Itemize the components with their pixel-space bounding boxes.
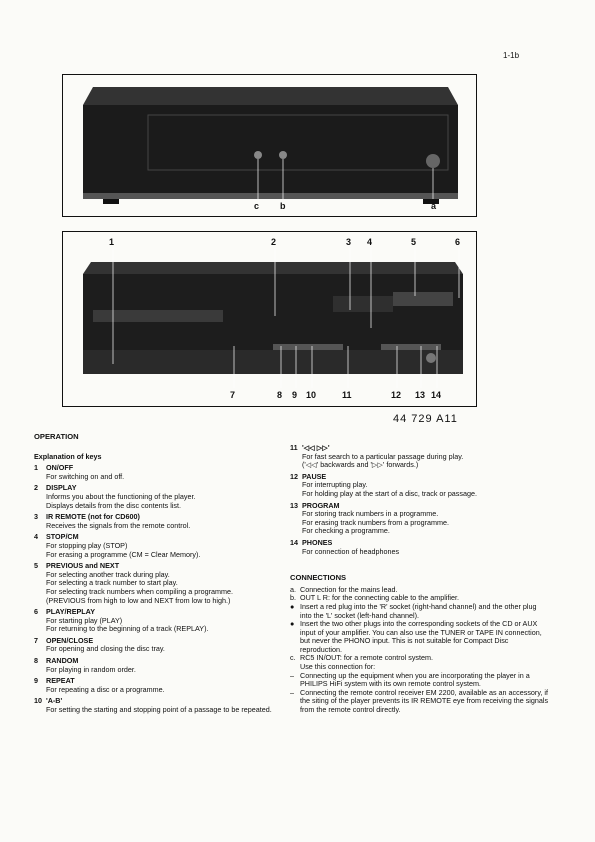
callout-13: 13 [415, 390, 426, 400]
connection-text: Connection for the mains lead. [300, 584, 398, 594]
key-title: REPEAT [46, 676, 75, 686]
key-title: PAUSE [302, 471, 327, 481]
key-item-10 [34, 697, 284, 714]
key-title: PLAY/REPLAY [46, 607, 95, 617]
connection-item [290, 620, 550, 654]
key-item-11 [290, 444, 550, 470]
connection-text: Insert the two other plugs into the corresponding sockets of the CD or AUX input of your amplifier. You can also use the TUNER or TAPE IN connection, but never the PHONO input. This is not suitable for Compact Disc reproduction. [300, 619, 542, 654]
key-item-8 [34, 657, 284, 674]
key-number: 4 [34, 532, 38, 542]
key-title: '◁◁ ▷▷' [302, 443, 330, 452]
key-number: 6 [34, 607, 38, 617]
key-title: DISPLAY [46, 483, 77, 493]
key-number: 8 [34, 656, 38, 666]
key-title: IR REMOTE (not for CD600) [46, 512, 140, 522]
key-description: For selecting a track number to start play. [46, 578, 178, 588]
key-description: Receives the signals from the remote control. [46, 520, 191, 530]
callout-12: 12 [391, 390, 402, 400]
key-description: Informs you about the functioning of the player. [46, 491, 196, 501]
key-number: 7 [34, 635, 38, 645]
connection-marker: a. [290, 584, 296, 594]
key-description: (PREVIOUS from high to low and NEXT from low to high.) [46, 595, 231, 605]
callout-3: 3 [346, 237, 352, 247]
key-description: For switching on and off. [46, 471, 125, 481]
connection-text: Insert a red plug into the 'R' socket (right-hand channel) and the other plug into the 'L' socket (left-hand channel). [300, 601, 537, 620]
key-description: For setting the starting and stopping point of a passage to be repeated. [46, 705, 272, 715]
key-item-3 [34, 513, 284, 530]
callout-8: 8 [277, 390, 283, 400]
callout-4: 4 [367, 237, 373, 247]
key-description: For fast search to a particular passage during play. [302, 451, 464, 461]
callout-14: 14 [431, 390, 442, 400]
key-number: 3 [34, 512, 38, 522]
key-description: For opening and closing the disc tray. [46, 644, 165, 654]
key-item-13 [290, 502, 550, 536]
key-item-9 [34, 677, 284, 694]
key-title: 'A-B' [46, 696, 63, 706]
connection-marker: ● [290, 601, 295, 611]
connection-text: Connecting the remote control receiver EM 2200, available as an accessory, if the siting of the player prevents its IR REMOTE eye from receiving the signals from the remote control directly. [300, 687, 549, 715]
callout-9: 9 [292, 390, 298, 400]
operation-heading: OPERATION [34, 432, 79, 441]
keys-subheading: Explanation of keys [34, 451, 102, 461]
figure-code: 44 729 A11 [393, 413, 458, 425]
key-description: For repeating a disc or a programme. [46, 684, 165, 694]
key-description: For erasing track numbers from a programme. [302, 517, 449, 527]
key-list-continued [290, 444, 550, 556]
callout-11: 11 [342, 390, 352, 400]
connection-item [290, 689, 550, 715]
key-title: RANDOM [46, 656, 79, 666]
page-number: 1-1b [503, 51, 520, 60]
key-title: PHONES [302, 537, 333, 547]
connection-item [290, 672, 550, 689]
key-number: 13 [290, 500, 298, 510]
key-number: 5 [34, 561, 38, 571]
key-item-12 [290, 473, 550, 499]
key-description: For storing track numbers in a programme. [302, 509, 439, 519]
key-description: For playing in random order. [46, 664, 136, 674]
right-column [290, 441, 550, 715]
key-item-4 [34, 533, 284, 559]
key-description: Displays details from the disc contents list. [46, 500, 182, 510]
key-number: 2 [34, 483, 38, 493]
connection-item [290, 603, 550, 620]
callout-a: a [431, 201, 437, 211]
callout-b: b [280, 201, 286, 211]
connection-marker: ● [290, 619, 295, 629]
connection-marker: – [290, 670, 294, 680]
key-item-6 [34, 608, 284, 634]
key-description: For interrupting play. [302, 480, 368, 490]
callout-10: 10 [306, 390, 317, 400]
key-title: STOP/CM [46, 532, 79, 542]
key-number: 1 [34, 463, 38, 473]
key-item-5 [34, 562, 284, 605]
key-description: For starting play (PLAY) [46, 615, 123, 625]
callout-5: 5 [411, 237, 417, 247]
key-item-2 [34, 484, 284, 510]
key-number: 14 [290, 537, 298, 547]
connections-list [290, 586, 550, 715]
key-description: For holding play at the start of a disc, track or passage. [302, 488, 477, 498]
callout-c: c [254, 201, 260, 211]
connection-text: RC5 IN/OUT: for a remote control system. [300, 653, 434, 663]
key-description: For returning to the beginning of a track (REPLAY). [46, 624, 209, 634]
front-panel-drawing [63, 232, 476, 406]
key-description: ('◁◁' backwards and '▷▷' forwards.) [302, 460, 419, 470]
key-title: OPEN/CLOSE [46, 635, 94, 645]
connection-text: Connecting up the equipment when you are incorporating the player in a PHILIPS HiFi system with its own remote control system. [300, 670, 530, 689]
rear-panel-figure [62, 74, 477, 217]
key-description: For erasing a programme (CM = Clear Memory). [46, 549, 201, 559]
key-list [34, 464, 284, 714]
connection-marker: b. [290, 593, 296, 603]
key-description: For connection of headphones [302, 546, 400, 556]
callout-7: 7 [230, 390, 236, 400]
key-title: PROGRAM [302, 500, 340, 510]
key-description: For checking a programme. [302, 526, 390, 536]
key-number: 11 [290, 443, 298, 452]
key-description: For stopping play (STOP) [46, 540, 128, 550]
key-item-14 [290, 539, 550, 556]
front-panel-figure [62, 231, 477, 407]
callout-2: 2 [271, 237, 277, 247]
key-description: For selecting track numbers when compiling a programme. [46, 586, 233, 596]
rear-panel-drawing [63, 75, 476, 216]
connections-heading: CONNECTIONS [290, 573, 347, 583]
key-item-7 [34, 637, 284, 654]
key-title: PREVIOUS and NEXT [46, 561, 120, 571]
key-title: ON/OFF [46, 463, 74, 473]
connection-marker: – [290, 687, 294, 697]
key-number: 12 [290, 471, 298, 481]
callout-1: 1 [109, 237, 115, 247]
key-item-1 [34, 464, 284, 481]
key-number: 10 [34, 696, 42, 706]
connection-text: Use this connection for: [300, 662, 376, 672]
connection-marker: c. [290, 653, 296, 663]
connection-text: OUT L R: for the connecting cable to the amplifier. [300, 593, 460, 603]
left-column [34, 433, 284, 715]
key-description: For selecting another track during play. [46, 569, 170, 579]
key-number: 9 [34, 676, 38, 686]
callout-6: 6 [455, 237, 461, 247]
